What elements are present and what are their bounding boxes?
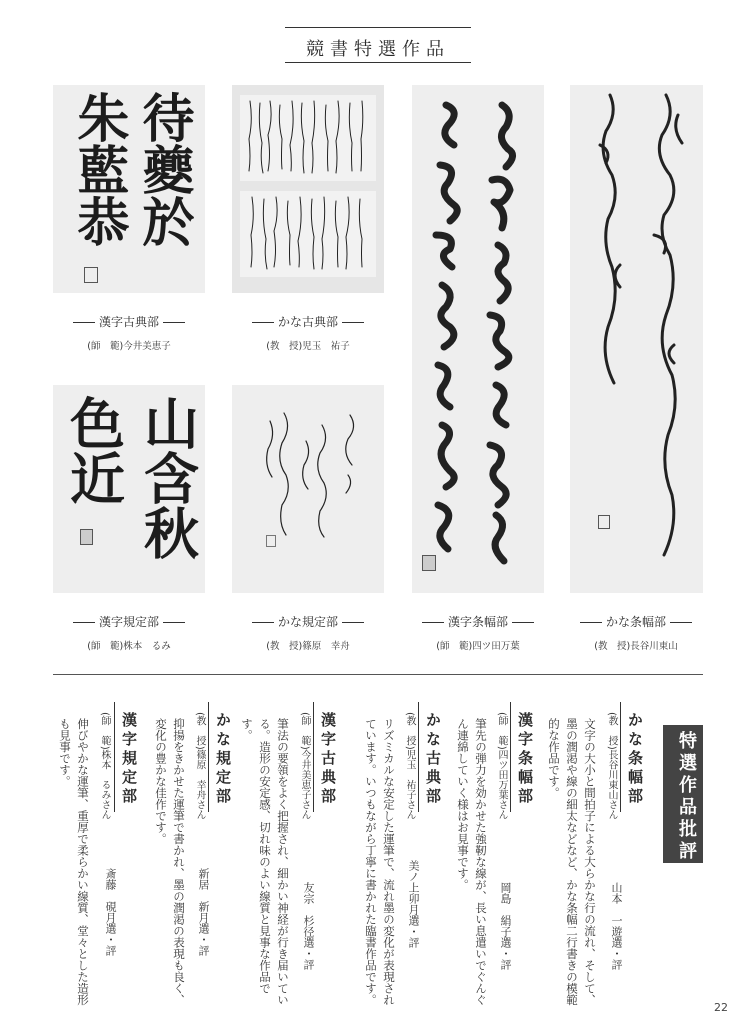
- caption-kana-jofuku: [562, 613, 710, 652]
- page-title: 競書特選作品: [306, 39, 450, 60]
- artwork-kana-koten: [232, 85, 384, 293]
- critique-head: 漢字規定部: [120, 712, 138, 807]
- artwork-kana-koten-upper-sheet: [240, 95, 376, 181]
- artwork-kanji-kitei-text: 山含秋 色近: [61, 395, 200, 560]
- critique-head: かな古典部: [424, 712, 442, 807]
- critique-person: (師 範)株本 るみさん: [99, 712, 110, 820]
- critique-head: 漢字条幅部: [516, 712, 534, 807]
- caption-kana-koten: [232, 313, 384, 352]
- critique-critic: 斎藤 硯月選・評: [104, 868, 117, 956]
- caption-kanji-koten: [53, 313, 205, 352]
- caption-kanji-jofuku: [404, 613, 552, 652]
- critique-body: 筆先の弾力を効かせた強靭な線が、長い息遣いでぐんぐん連綿していく様はお見事です。: [456, 718, 488, 1006]
- artwork-kana-jofuku: [570, 85, 703, 593]
- page-number: 22: [714, 1001, 728, 1014]
- critique-head: かな規定部: [214, 712, 232, 807]
- seal-stamp: [598, 515, 610, 529]
- seal-stamp: [266, 535, 276, 547]
- caption-person: (師 範)四ツ田万葉: [436, 641, 520, 652]
- critique-critic: 新居 新月選・評: [197, 868, 210, 956]
- caption-dept: かな条幅部: [562, 613, 710, 630]
- critique-person: (教 授)長谷川東山さん: [606, 712, 617, 820]
- critique-person: (教 授)児玉 祐子さん: [404, 712, 415, 820]
- critique-body: 筆法の要領をよく把握され、細かい神経が行き届いている。造形の安定感、切れ味のよい線質と見事な作品です。: [240, 718, 290, 1006]
- seal-stamp: [84, 267, 98, 283]
- head-rule: [418, 702, 419, 812]
- head-rule: [208, 702, 209, 812]
- critique-title-box: [663, 725, 703, 863]
- head-rule: [313, 702, 314, 812]
- critique-critic: 山本 一遊選・評: [610, 882, 623, 970]
- caption-dept: かな規定部: [232, 613, 384, 630]
- caption-person: (師 範)今井美恵子: [87, 341, 171, 352]
- critique-head: 漢字古典部: [319, 712, 337, 807]
- heading-top-rule: [285, 27, 471, 28]
- caption-person: (師 範)株本 るみ: [87, 641, 171, 652]
- head-rule: [510, 702, 511, 812]
- artwork-kana-kitei: [232, 385, 384, 593]
- critique-body: 伸びやかな運筆、重厚で柔らかい線質、堂々とした造形も見事です。: [58, 718, 90, 1006]
- caption-dept: 漢字条幅部: [404, 613, 552, 630]
- kana-jofuku-script: [570, 85, 703, 593]
- critique-title: 特選作品批評: [676, 731, 697, 863]
- artwork-kanji-koten-text: 待夔於 朱藍恭: [68, 91, 194, 247]
- critique-person: (師 範)今井美恵子さん: [299, 712, 310, 820]
- critique-head: かな条幅部: [626, 712, 644, 807]
- critique-critic: 岡島 絹子選・評: [499, 882, 512, 970]
- heading-bottom-rule: [285, 62, 471, 63]
- head-rule: [620, 702, 621, 812]
- caption-person: (教 授)篠原 幸舟: [266, 641, 350, 652]
- critique-body: 抑揚をきかせた運筆で書かれ、墨の潤渇の表現も良く、変化の豊かな佳作です。: [154, 718, 186, 1006]
- page-heading: [285, 27, 471, 63]
- section-divider: [53, 674, 703, 675]
- kana-koten-upper-script: [240, 95, 376, 181]
- seal-stamp: [80, 529, 93, 545]
- critique-body: リズミカルな安定した運筆で、流れ墨の変化が表現されています。いつもながら丁寧に書かれた臨書作品です。: [364, 718, 396, 1006]
- critique-person: (師 範)四ツ田万葉さん: [496, 712, 507, 820]
- caption-person: (教 授)児玉 祐子: [266, 341, 350, 352]
- caption-person: (教 授)長谷川東山: [594, 641, 678, 652]
- artwork-kana-koten-lower-sheet: [240, 191, 376, 277]
- caption-dept: 漢字規定部: [53, 613, 205, 630]
- critique-person: (教 授)篠原 幸舟さん: [194, 712, 205, 820]
- caption-kanji-kitei: [53, 613, 205, 652]
- caption-dept: 漢字古典部: [53, 313, 205, 330]
- caption-dept: かな古典部: [232, 313, 384, 330]
- critique-body: 文字の大小と間拍子による大らかな行の流れ、そして、墨の潤渇や線の細太などなど、かな条幅二行書きの模範的な作品です。: [547, 718, 597, 1006]
- kana-koten-lower-script: [240, 191, 376, 277]
- kanji-jofuku-script: [412, 85, 544, 593]
- artwork-kanji-kitei: [53, 385, 205, 593]
- kana-kitei-script: [232, 385, 384, 593]
- critique-critic: 美ノ上卯月選・評: [407, 860, 420, 948]
- head-rule: [114, 702, 115, 812]
- artwork-kanji-jofuku: [412, 85, 544, 593]
- seal-stamp: [422, 555, 436, 571]
- caption-kana-kitei: [232, 613, 384, 652]
- artwork-kanji-koten: [53, 85, 205, 293]
- critique-critic: 友宗 杉径選・評: [302, 882, 315, 970]
